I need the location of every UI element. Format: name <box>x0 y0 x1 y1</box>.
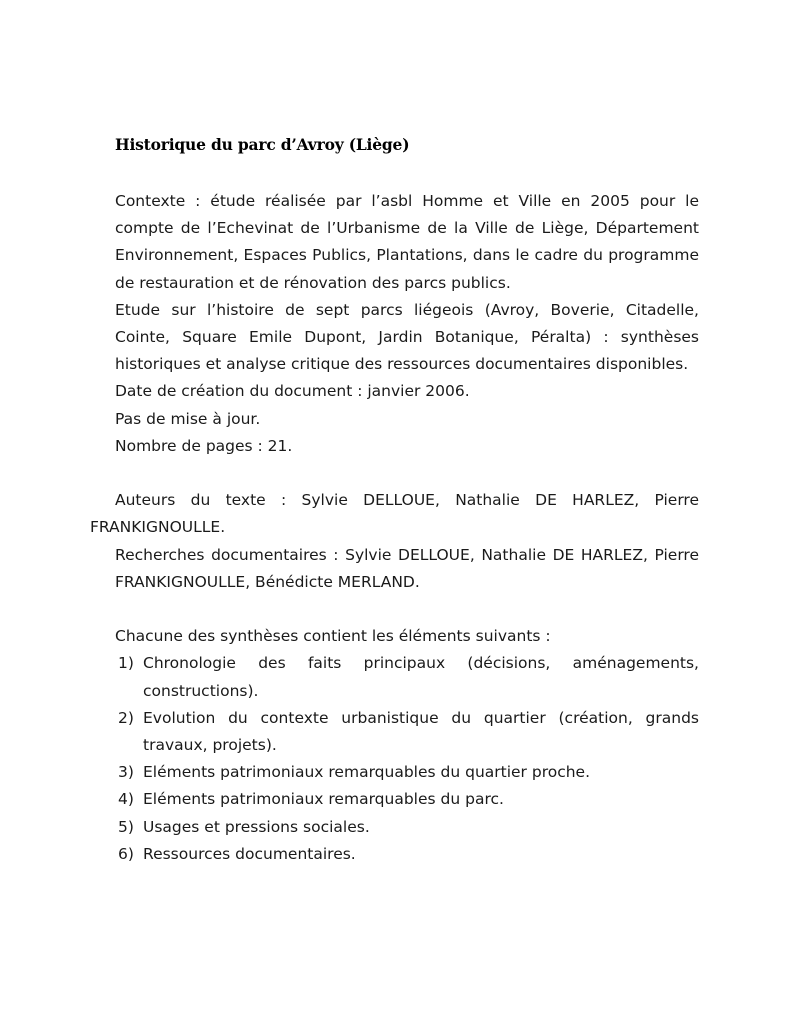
list-item: 3) Eléments patrimoniaux remarquables du quartier proche. <box>118 763 591 782</box>
research-paragraph: Recherches documentaires : Sylvie DELLOUE, Nathalie DE HARLEZ, Pierre FRANKIGNOULLE, Bénédicte MERLAND. <box>115 545 699 591</box>
list-item: 5) Usages et pressions sociales. <box>118 817 370 836</box>
spacer <box>115 596 699 623</box>
list-item: 2) Evolution du contexte urbanistique du quartier (création, grands travaux, projets). <box>118 708 699 755</box>
context-paragraph: Contexte : étude réalisée par l’asbl Homme et Ville en 2005 pour le compte de l’Echevinat de l’Urbanisme de la Ville de Liège, Département Environnement, Espaces Publics, Plantations, dans le cadre du programme de restauration et de rénovation des parcs publics. <box>115 192 699 292</box>
list-item: 6) Ressources documentaires. <box>118 844 356 863</box>
document-body <box>90 188 699 868</box>
page-count: Nombre de pages : 21. <box>115 436 293 455</box>
document-title: Historique du parc d’Avroy (Liège) <box>115 135 410 154</box>
elements-list <box>115 650 699 868</box>
spacer <box>115 460 699 487</box>
list-item: 4) Eléments patrimoniaux remarquables du parc. <box>118 790 504 809</box>
list-intro: Chacune des synthèses contient les éléments suivants : <box>115 627 551 646</box>
update-status: Pas de mise à jour. <box>115 409 261 428</box>
list-item: 1) Chronologie des faits principaux (décisions, aménagements, constructions). <box>118 654 699 700</box>
study-paragraph: Etude sur l’histoire de sept parcs liégeois (Avroy, Boverie, Citadelle, Cointe, Square Emile Dupont, Jardin Botanique, Péralta) : synthèses historiques et analyse critique des ressources documentaires disponibles. <box>115 300 699 374</box>
creation-date: Date de création du document : janvier 2006. <box>115 382 470 401</box>
authors-paragraph: Auteurs du texte : Sylvie DELLOUE, Nathalie DE HARLEZ, Pierre FRANKIGNOULLE. <box>90 491 699 537</box>
